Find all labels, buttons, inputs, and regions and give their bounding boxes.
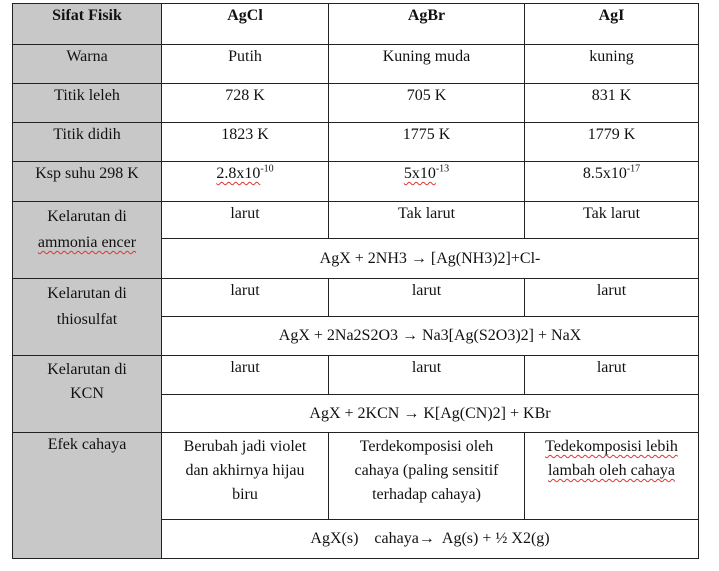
row-titik-leleh <box>13 84 699 123</box>
label-amonia: Kelarutan di ammonia encer <box>13 202 162 279</box>
titik-leleh-agcl: 728 K <box>162 84 329 123</box>
ksp-agi: $8.5x10^{-17}$ <box>525 162 699 202</box>
ksp-agbr: $5x10^{-13}$ <box>329 162 525 202</box>
header-agbr: AgBr <box>329 4 525 45</box>
label-ksp: Ksp suhu 298 K <box>13 162 162 202</box>
amonia-equation: AgX + 2NH3 → [Ag(NH3)2]+Cl- <box>162 239 699 279</box>
label-titik-leleh: Titik leleh <box>13 84 162 123</box>
row-titik-didih <box>13 123 699 162</box>
row-kcn <box>13 356 699 395</box>
label-titik-didih: Titik didih <box>13 123 162 162</box>
row-ksp <box>13 162 699 202</box>
titik-leleh-agbr: 705 K <box>329 84 525 123</box>
tiosulfat-agbr: larut <box>329 279 525 317</box>
row-warna <box>13 45 699 84</box>
amonia-agbr: Tak larut <box>329 202 525 239</box>
label-tiosulfat: Kelarutan di thiosulfat <box>13 279 162 356</box>
row-cahaya <box>13 433 699 520</box>
header-agcl: AgCl <box>162 4 329 45</box>
kcn-equation: AgX + 2KCN → K[Ag(CN)2] + KBr <box>162 395 699 433</box>
silver-halide-properties-table <box>12 3 699 559</box>
row-tiosulfat <box>13 279 699 317</box>
cahaya-agbr: Terdekomposisi oleh cahaya (paling sensitif terhadap cahaya) <box>329 433 525 520</box>
warna-agi: kuning <box>525 45 699 84</box>
kcn-agi: larut <box>525 356 699 395</box>
amonia-agi: Tak larut <box>525 202 699 239</box>
warna-agbr: Kuning muda <box>329 45 525 84</box>
cahaya-agi: Tedekomposisi lebih lambah oleh cahaya <box>525 433 699 520</box>
titik-didih-agi: 1779 K <box>525 123 699 162</box>
tiosulfat-equation: AgX + 2Na2S2O3 → Na3[Ag(S2O3)2] + NaX <box>162 317 699 356</box>
titik-didih-agbr: 1775 K <box>329 123 525 162</box>
row-amonia <box>13 202 699 239</box>
kcn-agbr: larut <box>329 356 525 395</box>
header-property: Sifat Fisik <box>13 4 162 45</box>
tiosulfat-agcl: larut <box>162 279 329 317</box>
label-cahaya: Efek cahaya <box>13 433 162 559</box>
warna-agcl: Putih <box>162 45 329 84</box>
titik-leleh-agi: 831 K <box>525 84 699 123</box>
ksp-agcl: $2.8x10^{-10}$ <box>162 162 329 202</box>
kcn-agcl: larut <box>162 356 329 395</box>
header-row <box>13 4 699 45</box>
amonia-agcl: larut <box>162 202 329 239</box>
cahaya-equation: AgX(s) cahaya→ Ag(s) + ½ X2(g) <box>162 520 699 559</box>
label-kcn: Kelarutan di KCN <box>13 356 162 433</box>
titik-didih-agcl: 1823 K <box>162 123 329 162</box>
label-warna: Warna <box>13 45 162 84</box>
tiosulfat-agi: larut <box>525 279 699 317</box>
header-agi: AgI <box>525 4 699 45</box>
cahaya-agcl: Berubah jadi violet dan akhirnya hijau biru <box>162 433 329 520</box>
